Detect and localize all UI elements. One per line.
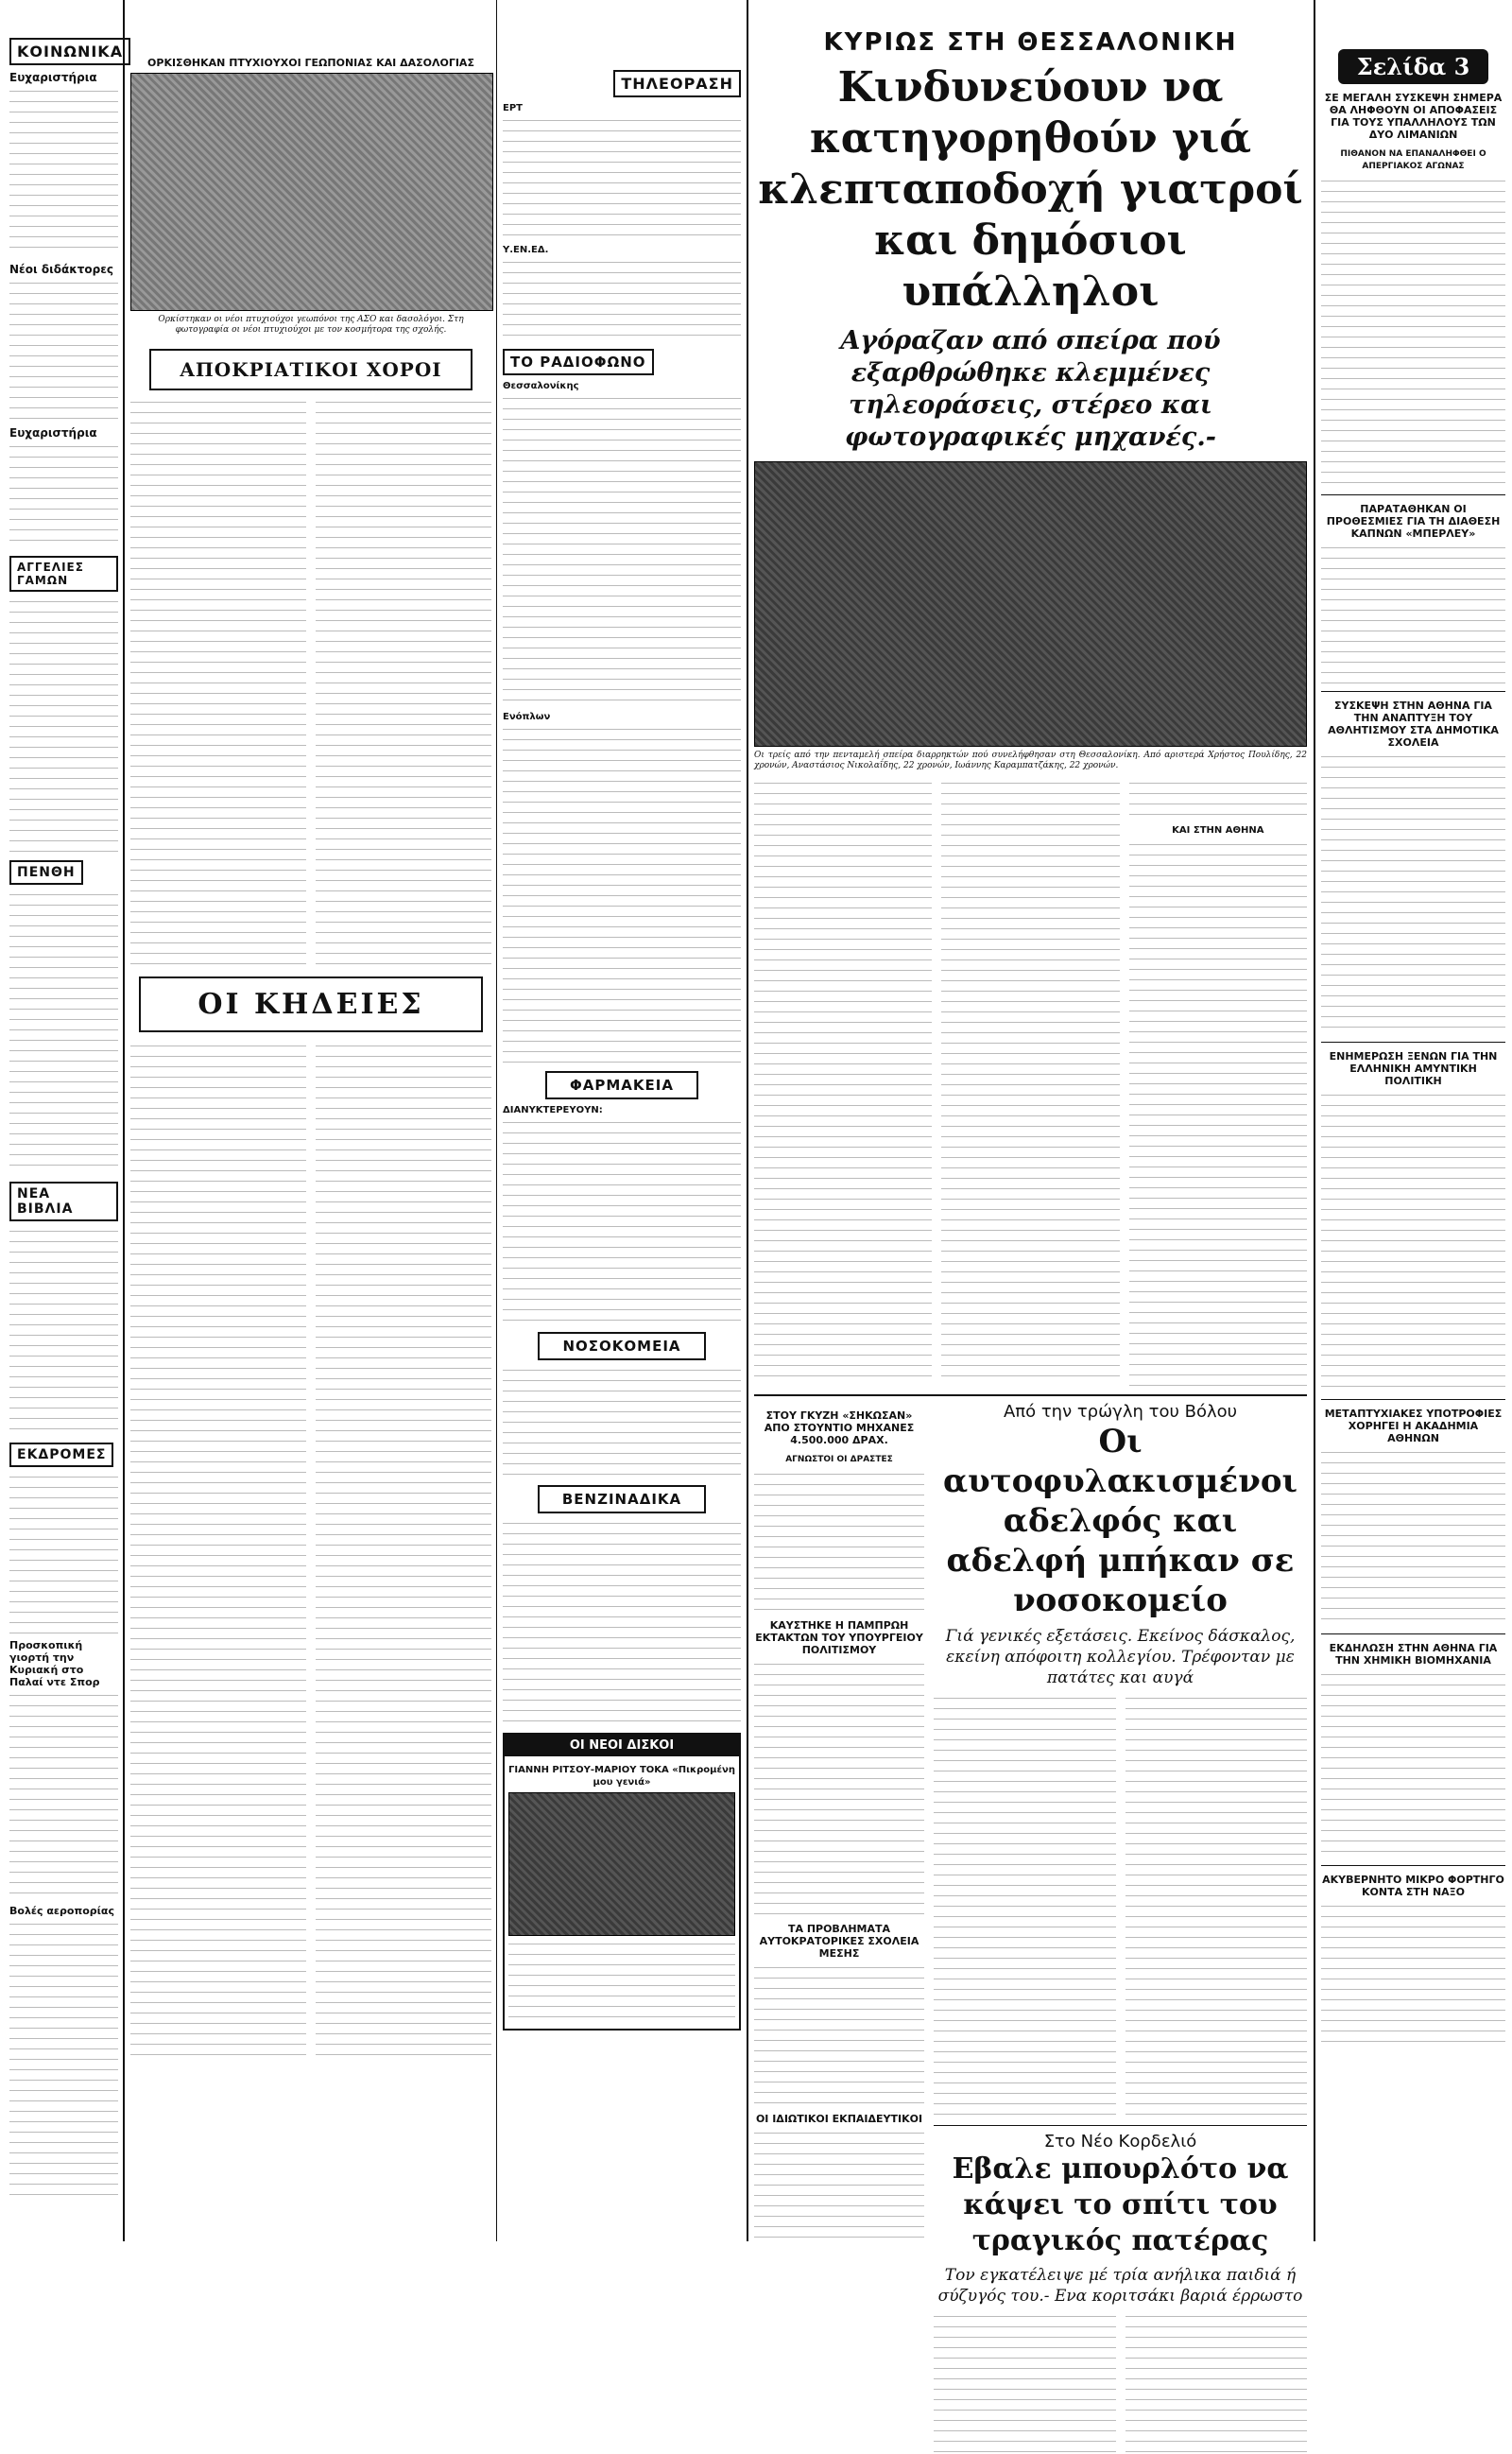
page-number-label: Σελίδα 3 [1338,49,1489,84]
left-column [9,0,124,2241]
text-block [9,442,118,546]
graduates-photo [130,73,493,311]
short-3-title: ΤΑ ΠΡΟΒΛΗΜΑΤΑ ΑΥΤΟΚΡΑΤΟΡΙΚΕΣ ΣΧΟΛΕΙΑ ΜΕΣΗΣ [759,1923,919,1960]
text-block [508,1940,735,2025]
right-h7: ΑΚΥΒΕΡΝΗΤΟ ΜΙΚΡΟ ΦΟΡΤΗΓΟ ΚΟΝΤΑ ΣΤΗ ΝΑΞΟ [1322,1874,1504,1898]
kordelio-headline: Εβαλε μπουρλότο να κάψει το σπίτι του τραγικός πατέρας [952,2152,1289,2257]
radio-heading: ΤΟ ΡΑΔΙΟΦΩΝΟ [503,349,654,375]
suspects-caption: Οι τρείς από την πενταμελή σπείρα διαρρηκτών πού συνελήφθησαν στη Θεσσαλονίκη. Από αριστερά Χρήστος Πουλίδης, 22 χρονών, Αναστάσιος Νικολαΐδης, 22 χρονών, Ιωάννης Καραμπατζάκης, 22 χρονών. [754,751,1307,770]
new-records-box [503,1733,741,2031]
text-block [503,1366,741,1479]
radio-sub-forces: Ενόπλων [503,712,551,722]
section-heading-mourning: ΠΕΝΘΗ [9,860,83,885]
text-block [503,394,741,706]
text-block [9,1227,118,1435]
radio-sub-thessaloniki: Θεσσαλονίκης [503,381,579,391]
section-heading-social: ΚΟΙΝΩΝΙΚΑ [9,38,130,65]
record-cover-photo [508,1792,735,1936]
short-1-title: ΣΤΟΥ ΓΚΥΖΗ «ΣΗΚΩΣΑΝ» ΑΠΟ ΣΤΟΥΝΤΙΟ ΜΗΧΑΝΕΣ 4.500.000 ΔΡΑΧ. [764,1409,915,1446]
kordelio-kicker: Στο Νέο Κορδελιό [1043,2132,1197,2152]
right-h3: ΣΥΣΚΕΨΗ ΣΤΗΝ ΑΘΗΝΑ ΓΙΑ ΤΗΝ ΑΝΑΠΤΥΞΗ ΤΟΥ ΑΘΛΗΤΙΣΜΟΥ ΣΤΑ ΔΗΜΟΤΙΚΑ ΣΧΟΛΕΙΑ [1328,700,1499,749]
carnival-dances-heading: ΑΠΟΚΡΙΑΤΙΚΟΙ ΧΟΡΟΙ [149,349,472,390]
funeral-notices [130,1042,491,2063]
volos-kicker: Από την τρώγλη του Βόλου [1003,1402,1238,1422]
tv-sub-ert: ΕΡΤ [503,103,523,113]
text-block [9,597,118,853]
text-block [9,87,118,257]
tv-heading: ΤΗΛΕΟΡΑΣΗ [613,70,741,97]
text-block [503,116,741,239]
gas-stations-heading: ΒΕΝΖΙΝΑΔΙΚΑ [538,1485,706,1513]
pharmacies-heading: ΦΑΡΜΑΚΕΙΑ [545,1071,698,1099]
right-h1-sub: ΠΙΘΑΝΟΝ ΝΑ ΕΠΑΝΑΛΗΦΘΕΙ Ο ΑΠΕΡΓΙΑΚΟΣ ΑΓΩΝΑΣ [1340,149,1486,171]
volos-headline: Οι αυτοφυλακισμένοι αδελφός και αδελφή μπήκαν σε νοσοκομείο [943,1423,1297,1619]
short-4-title: ΟΙ ΙΔΙΩΤΙΚΟΙ ΕΚΠΑΙΔΕΥΤΙΚΟΙ [755,2113,923,2125]
text-block [503,725,741,1065]
main-kicker: ΚΥΡΙΩΣ ΣΤΗ ΘΕΣΣΑΛΟΝΙΚΗ [823,28,1238,57]
text-block [9,1473,118,1633]
text-block [503,258,741,343]
hospitals-heading: ΝΟΣΟΚΟΜΕΙΑ [538,1332,705,1360]
subheading-scouts: Προσκοπική γιορτή την Κυριακή στο Παλαί ντε Σπορ [9,1639,100,1688]
new-records-heading: ΟΙ ΝΕΟΙ ΔΙΣΚΟΙ [505,1735,739,1756]
kordelio-deck: Τον εγκατέλειψε μέ τρία ανήλικα παιδιά ή σύζυγός του.- Ενα κοριτσάκι βαριά έρρωστο [937,2266,1303,2306]
volos-deck: Γιά γενικές εξετάσεις. Εκείνος δάσκαλος, εκείνη απόφοιτη κολλεγίου. Τρέφονταν με πατάτες και αυγά [945,1627,1296,1687]
subheading-airforce: Βολές αεροπορίας [9,1905,114,1917]
right-column [1321,0,1505,2241]
subheading-thanks-2: Ευχαριστήρια [9,426,97,440]
graduates-title: ΟΡΚΙΣΘΗΚΑΝ ΠΤΥΧΙΟΥΧΟΙ ΓΕΩΠΟΝΙΑΣ ΚΑΙ ΔΑΣΟΛΟΓΙΑΣ [147,57,474,69]
main-stories [754,0,1307,2306]
graduates-caption: Ορκίστηκαν οι νέοι πτυχιούχοι γεωπόνοι της ΑΣΟ και δασολόγοι. Στη φωτογραφία οι νέοι πτυχιούχοι με τον κοσμήτορα της σχολής. [158,315,464,335]
listings-column [503,0,741,2241]
main-story-body [754,779,1307,1389]
text-block [9,279,118,421]
right-h1: ΣΕ ΜΕΓΑΛΗ ΣΥΣΚΕΨΗ ΣΗΜΕΡΑ ΘΑ ΛΗΦΘΟΥΝ ΟΙ ΑΠΟΦΑΣΕΙΣ ΓΙΑ ΤΟΥΣ ΥΠΑΛΛΗΛΟΥΣ ΤΩΝ ΔΥΟ ΛΙΜΑΝΙΩΝ [1324,92,1503,141]
short-2-title: ΚΑΥΣΤΗΚΕ Η ΠΑΜΠΡΩΗ ΕΚΤΑΚΤΩΝ ΤΟΥ ΥΠΟΥΡΓΕΙΟΥ ΠΟΛΙΤΙΣΜΟΥ [755,1619,923,1656]
short-1-sub: ΑΓΝΩΣΤΟΙ ΟΙ ΔΡΑΣΤΕΣ [785,1455,893,1464]
subheading-doctors: Νέοι διδάκτορες [9,263,114,276]
right-h4: ΕΝΗΜΕΡΩΣΗ ΞΕΝΩΝ ΓΙΑ ΤΗΝ ΕΛΛΗΝΙΚΗ ΑΜΥΝΤΙΚΗ ΠΟΛΙΤΙΚΗ [1329,1050,1498,1087]
section-heading-excursions: ΕΚΔΡΟΜΕΣ [9,1443,113,1467]
text-block [9,890,118,1174]
main-subhead: Αγόραζαν από σπείρα πού εξαρθρώθηκε κλεμμένες τηλεοράσεις, στέρεο και φωτογραφικές μηχανές.- [840,326,1221,452]
suspects-photo [754,461,1307,747]
carnival-listings [130,398,491,965]
text-block [503,1519,741,1727]
text-block [503,1118,741,1326]
tv-sub-yened: Υ.ΕΝ.ΕΔ. [503,245,549,255]
right-h5: ΜΕΤΑΠΤΥΧΙΑΚΕΣ ΥΠΟΤΡΟΦΙΕΣ ΧΟΡΗΓΕΙ Η ΑΚΑΔΗΜΙΑ ΑΘΗΝΩΝ [1324,1408,1503,1444]
right-h2: ΠΑΡΑΤΑΘΗΚΑΝ ΟΙ ΠΡΟΘΕΣΜΙΕΣ ΓΙΑ ΤΗ ΔΙΑΘΕΣΗ ΚΑΠΝΩΝ «ΜΠΕΡΛΕΥ» [1326,503,1501,540]
section-heading-books: ΝΕΑ ΒΙΒΛΙΑ [9,1182,118,1221]
section-heading-weddings: ΑΓΓΕΛΙΕΣ ΓΑΜΩΝ [9,556,118,592]
pharmacies-sub: ΔΙΑΝΥΚΤΕΡΕΥΟΥΝ: [503,1105,603,1115]
text-block [9,1920,118,2203]
short-news-column [754,1402,924,2454]
subheading-thanks: Ευχαριστήρια [9,71,97,84]
athens-subheading: ΚΑΙ ΣΤΗΝ ΑΘΗΝΑ [1172,825,1264,836]
text-block [9,1691,118,1899]
volos-story [934,1402,1307,2454]
right-h6: ΕΚΔΗΛΩΣΗ ΣΤΗΝ ΑΘΗΝΑ ΓΙΑ ΤΗΝ ΧΗΜΙΚΗ ΒΙΟΜΗΧΑΝΙΑ [1329,1642,1498,1667]
new-records-sub: ΓΙΑΝΝΗ ΡΙΤΣΟΥ-ΜΑΡΙΟΥ ΤΟΚΑ «Πικρομένη μου γενιά» [508,1765,735,1788]
funerals-heading: ΟΙ ΚΗΔΕΙΕΣ [139,976,482,1032]
social-column [130,0,491,2241]
main-headline: Κινδυνεύουν να κατηγορηθούν γιά κλεπταποδοχή γιατροί και δημόσιοι υπάλληλοι [758,63,1303,316]
